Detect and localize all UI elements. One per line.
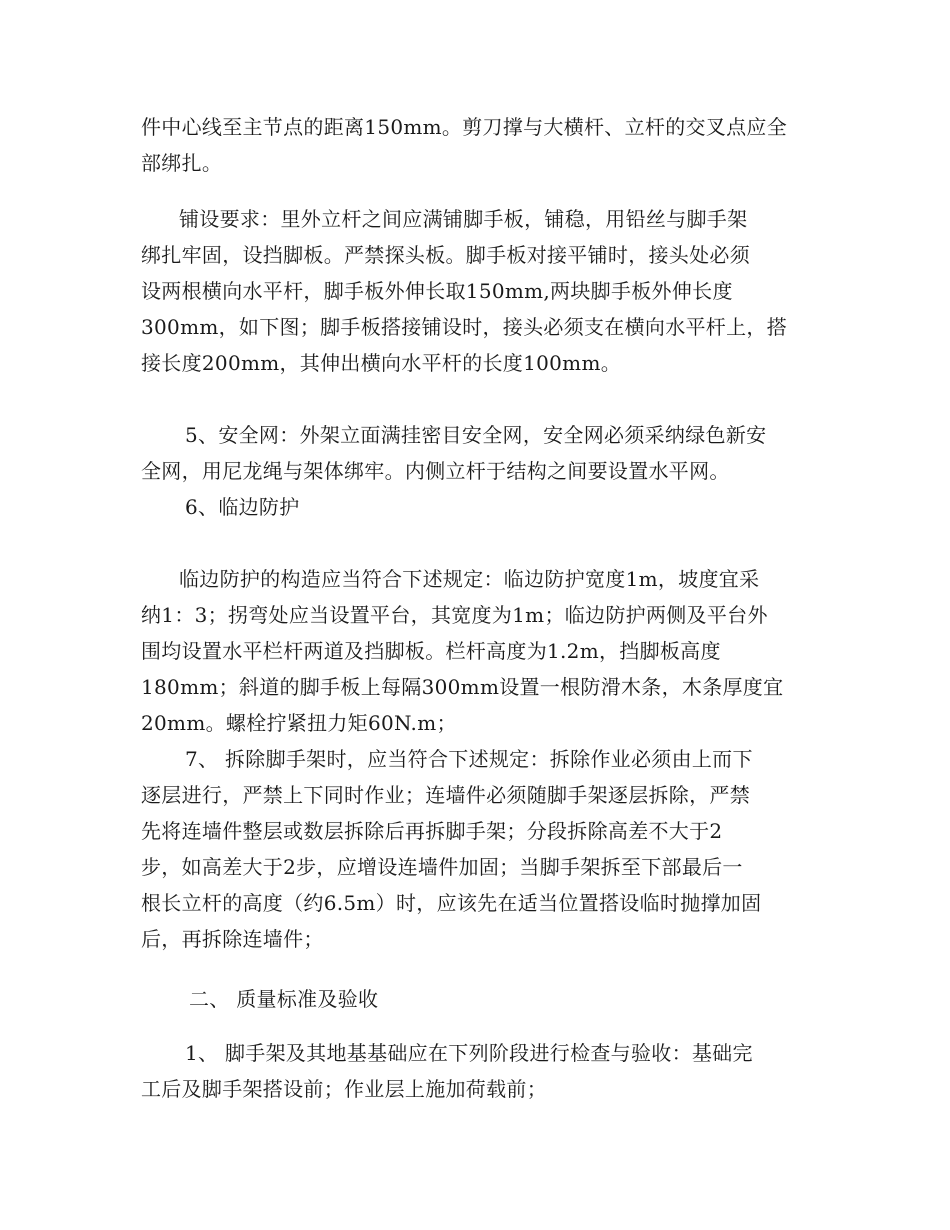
paragraph-line: 根长立杆的高度（约6.5m）时，应该先在适当位置搭设临时抛撑加固 — [141, 891, 762, 915]
paragraph-line: 铺设要求：里外立杆之间应满铺脚手板，铺稳，用铅丝与脚手架 — [179, 207, 748, 231]
paragraph-line: 纳1：3；拐弯处应当设置平台，其宽度为1m；临边防护两侧及平台外 — [141, 603, 768, 627]
paragraph-line: 部绑扎。 — [141, 151, 223, 175]
paragraph-line: 20mm。螺栓拧紧扭力矩60N.m； — [141, 711, 457, 735]
paragraph-1 — [141, 109, 787, 181]
paragraph-line: 接长度200mm，其伸出横向水平杆的长度100mm。 — [141, 351, 622, 375]
section-heading — [141, 981, 378, 1017]
paragraph-line: 绑扎牢固，设挡脚板。严禁探头板。脚手板对接平铺时，接头处必须 — [141, 243, 750, 267]
paragraph-3 — [141, 417, 766, 489]
paragraph-line: 300mm，如下图；脚手板搭接铺设时，接头必须支在横向水平杆上，搭 — [141, 315, 788, 339]
paragraph-line: 180mm；斜道的脚手板上每隔300mm设置一根防滑木条，木条厚度宜 — [141, 675, 784, 699]
paragraph-line: 设两根横向水平杆，脚手板外伸长取150mm,两块脚手板外伸长度 — [141, 279, 733, 303]
paragraph-line: 围均设置水平栏杆两道及挡脚板。栏杆高度为1.2m，挡脚板高度 — [141, 639, 721, 663]
paragraph-line: 6、临边防护 — [185, 495, 300, 519]
paragraph-4 — [141, 489, 300, 525]
paragraph-line: 全网，用尼龙绳与架体绑牢。内侧立杆于结构之间要设置水平网。 — [141, 459, 730, 483]
paragraph-2 — [141, 201, 787, 381]
paragraph-line: 7、 拆除脚手架时，应当符合下述规定：拆除作业必须由上而下 — [185, 747, 753, 771]
paragraph-line: 临边防护的构造应当符合下述规定：临边防护宽度1m，坡度宜采 — [179, 567, 760, 591]
paragraph-6 — [141, 741, 761, 957]
paragraph-line: 工后及脚手架搭设前；作业层上施加荷载前； — [141, 1077, 547, 1101]
paragraph-line: 逐层进行，严禁上下同时作业；连墙件必须随脚手架逐层拆除，严禁 — [141, 783, 750, 807]
paragraph-line: 步，如高差大于2步，应增设连墙件加固；当脚手架拆至下部最后一 — [141, 855, 743, 879]
paragraph-line: 1、 脚手架及其地基基础应在下列阶段进行检查与验收：基础完 — [185, 1041, 753, 1065]
paragraph-8 — [141, 1035, 753, 1107]
paragraph-line: 二、 质量标准及验收 — [189, 987, 379, 1011]
paragraph-line: 件中心线至主节点的距离150mm。剪刀撑与大横杆、立杆的交叉点应全 — [141, 115, 788, 139]
paragraph-line: 先将连墙件整层或数层拆除后再拆脚手架；分段拆除高差不大于2 — [141, 819, 723, 843]
paragraph-line: 后，再拆除连墙件； — [141, 927, 324, 951]
paragraph-5 — [141, 561, 783, 741]
paragraph-line: 5、安全网：外架立面满挂密目安全网，安全网必须采纳绿色新安 — [185, 423, 767, 447]
